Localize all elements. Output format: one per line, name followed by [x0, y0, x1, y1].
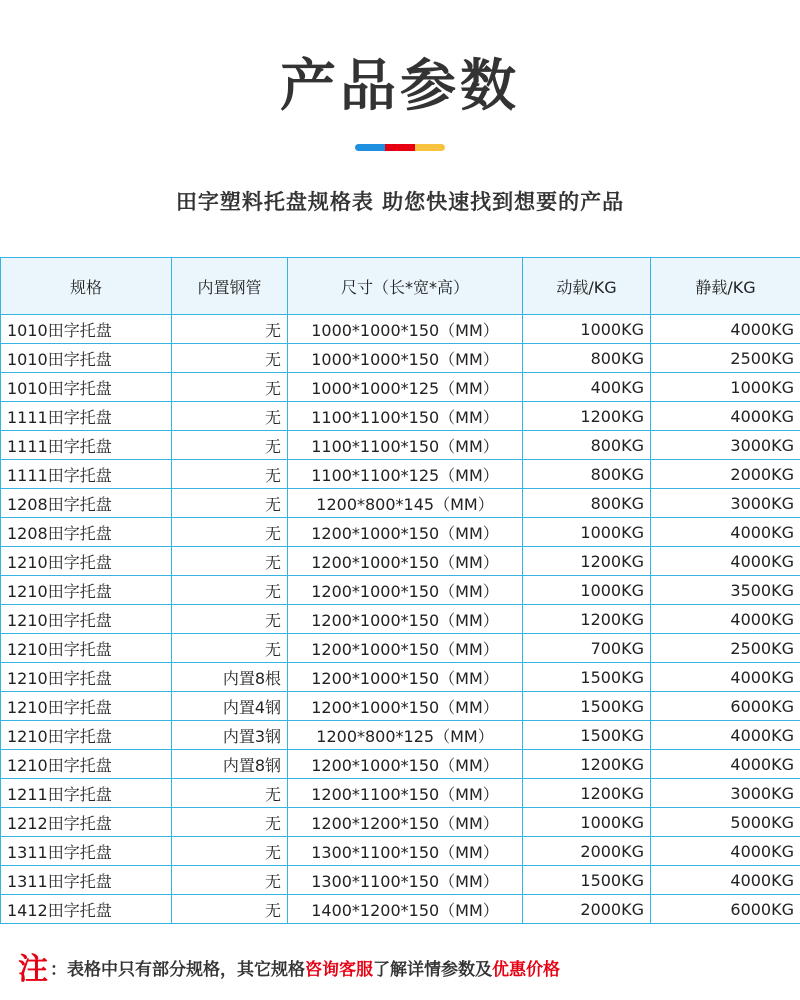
- cell-size: 1300*1100*150（MM）: [288, 866, 523, 895]
- discount-price-link[interactable]: 优惠价格: [492, 960, 560, 980]
- cell-steel-pipe: 无: [172, 605, 288, 634]
- cell-steel-pipe: 无: [172, 779, 288, 808]
- cell-size: 1100*1100*150（MM）: [288, 402, 523, 431]
- page-title: 产品参数: [280, 54, 520, 119]
- table-row: [1, 460, 800, 489]
- cell-dynamic-load: 1200KG: [523, 402, 651, 431]
- cell-size: 1000*1000*150（MM）: [288, 315, 523, 344]
- table-row: [1, 315, 800, 344]
- cell-static-load: 4000KG: [651, 866, 800, 895]
- header-spec: 规格: [1, 258, 172, 315]
- cell-static-load: 6000KG: [651, 692, 800, 721]
- footnote: [18, 944, 560, 988]
- accent-blue: [355, 144, 385, 151]
- cell-steel-pipe: 无: [172, 576, 288, 605]
- cell-static-load: 4000KG: [651, 518, 800, 547]
- cell-spec: 1412田字托盘: [1, 895, 172, 924]
- cell-dynamic-load: 800KG: [523, 431, 651, 460]
- cell-spec: 1210田字托盘: [1, 605, 172, 634]
- cell-static-load: 5000KG: [651, 808, 800, 837]
- cell-steel-pipe: 无: [172, 315, 288, 344]
- cell-static-load: 4000KG: [651, 837, 800, 866]
- cell-size: 1300*1100*150（MM）: [288, 837, 523, 866]
- table-row: [1, 895, 800, 924]
- table-row: [1, 344, 800, 373]
- cell-steel-pipe: 无: [172, 344, 288, 373]
- table-row: [1, 866, 800, 895]
- cell-steel-pipe: 无: [172, 547, 288, 576]
- cell-size: 1100*1100*125（MM）: [288, 460, 523, 489]
- table-row: [1, 837, 800, 866]
- cell-steel-pipe: 无: [172, 402, 288, 431]
- cell-steel-pipe: 无: [172, 460, 288, 489]
- cell-steel-pipe: 无: [172, 373, 288, 402]
- table-header-row: [1, 258, 800, 315]
- cell-size: 1400*1200*150（MM）: [288, 895, 523, 924]
- cell-size: 1200*1000*150（MM）: [288, 663, 523, 692]
- cell-spec: 1208田字托盘: [1, 489, 172, 518]
- table-row: [1, 605, 800, 634]
- table-row: [1, 431, 800, 460]
- cell-static-load: 2500KG: [651, 634, 800, 663]
- cell-dynamic-load: 400KG: [523, 373, 651, 402]
- cell-steel-pipe: 无: [172, 489, 288, 518]
- cell-size: 1200*1000*150（MM）: [288, 518, 523, 547]
- cell-static-load: 3500KG: [651, 576, 800, 605]
- cell-spec: 1212田字托盘: [1, 808, 172, 837]
- cell-dynamic-load: 1500KG: [523, 692, 651, 721]
- cell-static-load: 4000KG: [651, 315, 800, 344]
- cell-spec: 1111田字托盘: [1, 460, 172, 489]
- cell-dynamic-load: 1000KG: [523, 518, 651, 547]
- cell-static-load: 3000KG: [651, 779, 800, 808]
- table-row: [1, 808, 800, 837]
- table-row: [1, 663, 800, 692]
- cell-size: 1000*1000*125（MM）: [288, 373, 523, 402]
- cell-size: 1200*1100*150（MM）: [288, 779, 523, 808]
- cell-steel-pipe: 无: [172, 518, 288, 547]
- cell-size: 1100*1100*150（MM）: [288, 431, 523, 460]
- table-row: [1, 402, 800, 431]
- cell-static-load: 4000KG: [651, 663, 800, 692]
- cell-static-load: 1000KG: [651, 373, 800, 402]
- note-mark: 注: [18, 952, 48, 987]
- cell-static-load: 2000KG: [651, 460, 800, 489]
- cell-size: 1200*1000*150（MM）: [288, 634, 523, 663]
- cell-size: 1200*800*145（MM）: [288, 489, 523, 518]
- cell-spec: 1111田字托盘: [1, 431, 172, 460]
- cell-dynamic-load: 800KG: [523, 344, 651, 373]
- cell-spec: 1210田字托盘: [1, 721, 172, 750]
- table-body: [1, 315, 800, 924]
- cell-spec: 1210田字托盘: [1, 692, 172, 721]
- cell-size: 1200*1000*150（MM）: [288, 576, 523, 605]
- cell-size: 1200*800*125（MM）: [288, 721, 523, 750]
- cell-steel-pipe: 无: [172, 634, 288, 663]
- cell-static-load: 4000KG: [651, 721, 800, 750]
- cell-static-load: 6000KG: [651, 895, 800, 924]
- cell-steel-pipe: 内置4钢: [172, 692, 288, 721]
- accent-yellow: [415, 144, 445, 151]
- contact-service-link[interactable]: 咨询客服: [305, 960, 373, 980]
- cell-steel-pipe: 无: [172, 895, 288, 924]
- table-row: [1, 489, 800, 518]
- cell-spec: 1210田字托盘: [1, 750, 172, 779]
- cell-spec: 1311田字托盘: [1, 866, 172, 895]
- cell-size: 1200*1200*150（MM）: [288, 808, 523, 837]
- cell-dynamic-load: 2000KG: [523, 837, 651, 866]
- cell-dynamic-load: 1500KG: [523, 663, 651, 692]
- cell-static-load: 4000KG: [651, 750, 800, 779]
- table-row: [1, 547, 800, 576]
- cell-size: 1200*1000*150（MM）: [288, 547, 523, 576]
- table-row: [1, 692, 800, 721]
- note-text-1: ：表格中只有部分规格，其它规格: [50, 960, 305, 980]
- header-size: 尺寸（长*宽*高）: [288, 258, 523, 315]
- cell-dynamic-load: 1500KG: [523, 866, 651, 895]
- cell-steel-pipe: 内置8钢: [172, 750, 288, 779]
- cell-static-load: 4000KG: [651, 402, 800, 431]
- table-row: [1, 721, 800, 750]
- table-row: [1, 518, 800, 547]
- cell-size: 1200*1000*150（MM）: [288, 692, 523, 721]
- header-steel-pipe: 内置钢管: [172, 258, 288, 315]
- accent-red: [385, 144, 415, 151]
- cell-dynamic-load: 800KG: [523, 489, 651, 518]
- cell-static-load: 3000KG: [651, 431, 800, 460]
- cell-spec: 1208田字托盘: [1, 518, 172, 547]
- cell-dynamic-load: 800KG: [523, 460, 651, 489]
- cell-size: 1200*1000*150（MM）: [288, 605, 523, 634]
- page-subtitle: 田字塑料托盘规格表 助您快速找到想要的产品: [175, 190, 625, 214]
- cell-steel-pipe: 内置8根: [172, 663, 288, 692]
- cell-spec: 1111田字托盘: [1, 402, 172, 431]
- cell-dynamic-load: 2000KG: [523, 895, 651, 924]
- cell-spec: 1010田字托盘: [1, 373, 172, 402]
- cell-spec: 1311田字托盘: [1, 837, 172, 866]
- cell-size: 1000*1000*150（MM）: [288, 344, 523, 373]
- cell-steel-pipe: 无: [172, 837, 288, 866]
- cell-dynamic-load: 1200KG: [523, 750, 651, 779]
- cell-dynamic-load: 1500KG: [523, 721, 651, 750]
- cell-spec: 1210田字托盘: [1, 663, 172, 692]
- table-row: [1, 779, 800, 808]
- table-row: [1, 576, 800, 605]
- cell-spec: 1010田字托盘: [1, 315, 172, 344]
- cell-dynamic-load: 1200KG: [523, 547, 651, 576]
- cell-spec: 1211田字托盘: [1, 779, 172, 808]
- cell-spec: 1210田字托盘: [1, 634, 172, 663]
- spec-table: [0, 257, 800, 924]
- cell-static-load: 2500KG: [651, 344, 800, 373]
- cell-steel-pipe: 无: [172, 866, 288, 895]
- cell-static-load: 4000KG: [651, 547, 800, 576]
- table-row: [1, 750, 800, 779]
- header-dynamic-load: 动载/KG: [523, 258, 651, 315]
- cell-static-load: 3000KG: [651, 489, 800, 518]
- cell-steel-pipe: 无: [172, 808, 288, 837]
- cell-dynamic-load: 1200KG: [523, 779, 651, 808]
- cell-dynamic-load: 1000KG: [523, 315, 651, 344]
- cell-static-load: 4000KG: [651, 605, 800, 634]
- cell-dynamic-load: 700KG: [523, 634, 651, 663]
- title-accent-bar: [355, 144, 445, 151]
- cell-dynamic-load: 1000KG: [523, 576, 651, 605]
- cell-size: 1200*1000*150（MM）: [288, 750, 523, 779]
- cell-spec: 1210田字托盘: [1, 547, 172, 576]
- cell-steel-pipe: 无: [172, 431, 288, 460]
- table-row: [1, 634, 800, 663]
- cell-spec: 1210田字托盘: [1, 576, 172, 605]
- note-text-2: 了解详情参数及: [373, 960, 492, 980]
- table-row: [1, 373, 800, 402]
- cell-spec: 1010田字托盘: [1, 344, 172, 373]
- cell-dynamic-load: 1200KG: [523, 605, 651, 634]
- cell-dynamic-load: 1000KG: [523, 808, 651, 837]
- header-static-load: 静载/KG: [651, 258, 800, 315]
- cell-steel-pipe: 内置3钢: [172, 721, 288, 750]
